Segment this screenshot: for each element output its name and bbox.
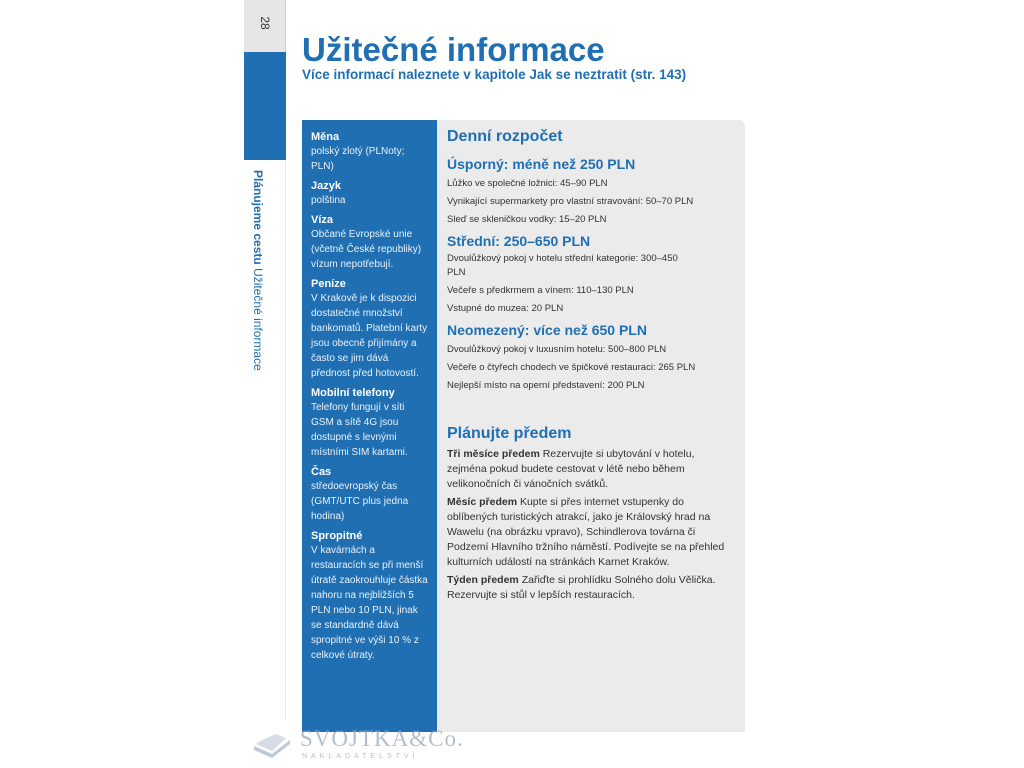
plan-item-text: Kupte si přes internet vstupenky do oblíbených turistických atrakcí, jako je Královský hrad na Wawelu (na obrázku vpravo), Schindlerova továrna či Podzemí Hlavního tržního náměstí. Podívejte se na přehled kulturních událostí na stránkách Karnet Kraków. bbox=[447, 496, 725, 568]
plan-item-lead: Tři měsíce předem bbox=[447, 448, 540, 460]
budget-item: Dvoulůžkový pokoj v luxusním hotelu: 500–800 PLN bbox=[447, 344, 667, 355]
budget-item: Vynikající supermarkety pro vlastní stravování: 50–70 PLN bbox=[447, 196, 694, 207]
budget-item: Lůžko ve společné ložnici: 45–90 PLN bbox=[447, 178, 608, 189]
info-text: středoevropský čas (GMT/UTC plus jedna hodina) bbox=[311, 481, 409, 522]
side-label-bold: Plánujeme cestu bbox=[251, 170, 265, 265]
plan-item-text: Zařiďte si prohlídku Solného dolu Vělička. Rezervujte si stůl v lepších restauracích. bbox=[447, 574, 716, 601]
budget-item: Vstupné do muzea: 20 PLN bbox=[447, 303, 564, 314]
info-column bbox=[302, 120, 437, 732]
plan-item bbox=[447, 495, 735, 570]
plan-item bbox=[447, 447, 735, 492]
info-text: polština bbox=[311, 195, 346, 206]
info-heading: Víza bbox=[311, 214, 334, 226]
budget-title: Denní rozpočet bbox=[447, 128, 563, 145]
info-text: V kavárnách a restauracích se při menší útratě zaokrouhluje částka nahoru na nejbližších 5 PLN nebo 10 PLN, jinak se standardně dává spropitné ve výši 10 % z celkové útraty. bbox=[311, 545, 428, 661]
budget-panel bbox=[437, 120, 745, 732]
watermark-subtitle: NAKLADATELSTVÍ bbox=[302, 753, 419, 760]
page-title: Užitečné informace bbox=[302, 31, 605, 68]
budget-tier-title: Střední: 250–650 PLN bbox=[447, 233, 591, 249]
side-color-bar bbox=[244, 52, 286, 160]
plan-item bbox=[447, 573, 735, 603]
budget-item: Sleď se skleničkou vodky: 15–20 PLN bbox=[447, 214, 607, 225]
book-logo-icon bbox=[252, 732, 292, 758]
side-running-head bbox=[251, 170, 265, 371]
info-heading: Peníze bbox=[311, 278, 346, 290]
budget-item: Večeře s předkrmem a vínem: 110–130 PLN bbox=[447, 285, 634, 296]
page-number: 28 bbox=[258, 16, 272, 30]
plan-title: Plánujte předem bbox=[447, 425, 572, 442]
budget-tier-title: Úsporný: méně než 250 PLN bbox=[447, 156, 636, 172]
info-heading: Jazyk bbox=[311, 180, 341, 192]
budget-tier-title: Neomezený: více než 650 PLN bbox=[447, 322, 647, 338]
info-heading: Mobilní telefony bbox=[311, 387, 395, 399]
section-gap bbox=[447, 395, 735, 425]
publisher-watermark bbox=[252, 722, 464, 766]
plan-item-text: Rezervujte si ubytování v hotelu, zejména pokud budete cestovat v létě nebo během velikonočních či vánočních svátků. bbox=[447, 448, 695, 490]
info-text: polský zlotý (PLNoty; PLN) bbox=[311, 146, 405, 172]
budget-item: Večeře o čtyřech chodech ve špičkové restauraci: 265 PLN bbox=[447, 362, 696, 373]
watermark-name: SVOJTKA&Co. bbox=[300, 726, 464, 751]
info-text: Telefony fungují v síti GSM a sítě 4G jsou dostupné s levnými místními SIM kartami. bbox=[311, 402, 408, 458]
side-label-regular: Užitečné informace bbox=[251, 268, 265, 371]
info-text: V Krakově je k dispozici dostatečné množství bankomatů. Platební karty jsou obecně přijímány a často se jim dává přednost před hotovostí. bbox=[311, 293, 428, 379]
budget-item: Nejlepší místo na operní představení: 200 PLN bbox=[447, 380, 645, 391]
budget-item: Dvoulůžkový pokoj v hotelu střední kategorie: 300–450 PLN bbox=[447, 253, 678, 278]
info-heading: Spropitné bbox=[311, 530, 363, 542]
info-text: Občané Evropské unie (včetně České republiky) vízum nepotřebují. bbox=[311, 229, 422, 270]
plan-item-lead: Měsíc předem bbox=[447, 496, 518, 508]
info-heading: Měna bbox=[311, 131, 340, 143]
page-subtitle: Více informací naleznete v kapitole Jak se neztratit (str. 143) bbox=[302, 67, 687, 82]
plan-item-lead: Týden předem bbox=[447, 574, 519, 586]
info-heading: Čas bbox=[311, 466, 332, 478]
